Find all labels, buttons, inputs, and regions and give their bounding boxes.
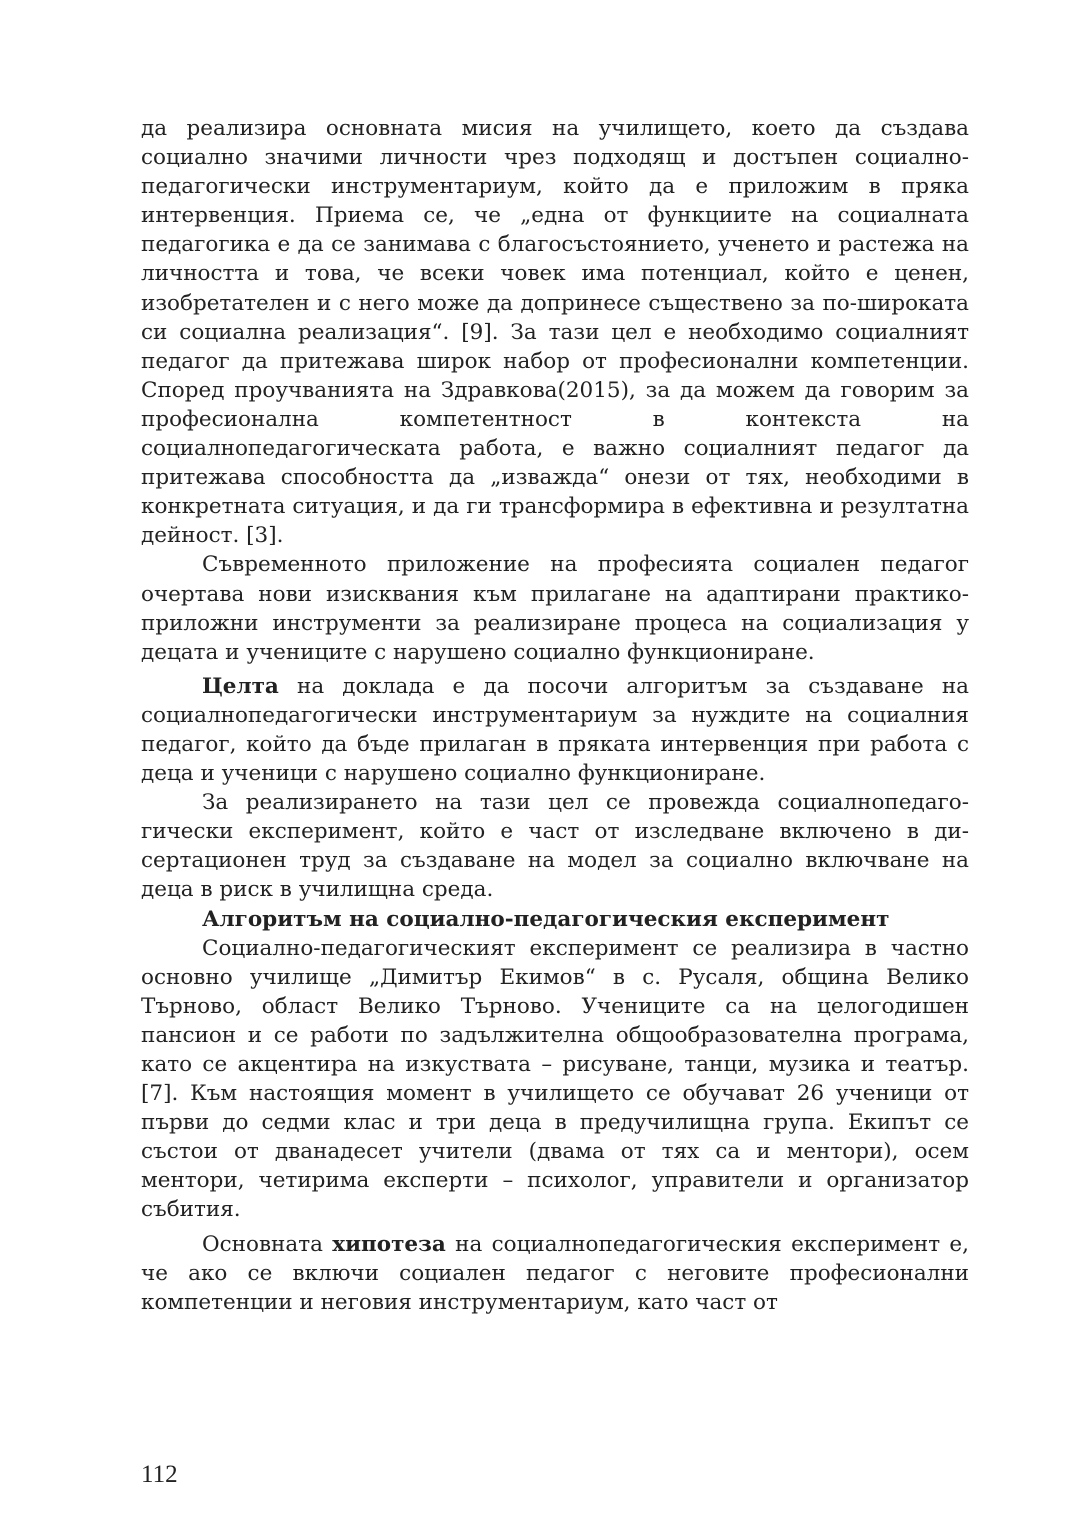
body-text	[141, 114, 969, 1317]
page-number: 112	[141, 1461, 178, 1488]
hypothesis-lead: Основната	[202, 1231, 333, 1257]
paragraph-continued: да реализира основната мисия на училището, което да създава социално значими личности чрез подходящ и достъпен социалнопедагогически инструментариум, който да е приложим в пряка интервенция. Приема се, че „една от функциите на социалната педагогика е да се занимава с благосъстоянието, ученето и растежа на личността и това, че всеки човек има потенциал, който е ценен, изобретателен и с него може да допринесе съществено за по-широката си социална реализация“. [9]. За тази цел е необходимо социалният педагог да притежава широк набор от професионални компетенции. Според проучванията на Здравкова(2015), за да можем да говорим за професионална компетентност в контекста на социалнопедагогическата работа, е важно социалният педагог да притежава способността да „изважда“ онези от тях, необходими в конкретната ситуация, и да ги трансформира в ефективна и резултатна дейност. [3].	[141, 116, 969, 549]
paragraph-hypothesis	[141, 1230, 969, 1317]
paragraph-goal	[141, 672, 969, 788]
goal-text: на доклада е да посочи алгоритъм за създаване на социалнопедагогически инструментариум за нуждите на социалния педагог, който да бъде прилаган в пряката интервенция при работа с деца и ученици с нарушено социално функциониране.	[141, 673, 969, 787]
hypothesis-text: на социалнопедагогическия експеримент е, че ако се включи социален педагог с неговите професионални компетенции и неговия инструментариум, като част от	[141, 1231, 969, 1315]
paragraph-school: Социално-педагогическият експеримент се реализира в частно основно училище „Димитър Екимов“ в с. Русаля, община Велико Търново, област Велико Търново. Учениците са на целогодишен пансион и се работи по задължителна общообразователна програма, като се акцентира на изкуствата – рисуване, танци, музика и театър. [7]. Към настоящия момент в училището се обучават 26 ученици от първи до седми клас и три деца в предучилищна група. Екипът се състои от дванадесет учители (двама от тях са и ментори), осем ментори, четирима експерти – психолог, управители и организатор събития.	[141, 935, 969, 1223]
paragraph-experiment: За реализирането на тази цел се провежда социалнопедагогически експеримент, който е част от изследване включено в дисертационен труд за създаване на модел за социално включване на деца в риск в училищна среда.	[141, 790, 969, 903]
paragraph-profession: Съвременното приложение на професията социален педагог очертава нови изисквания към прилагане на адаптирани практико-приложни инструменти за реализиране процеса на социализация у децата и учениците с нарушено социално функциониране.	[141, 552, 969, 665]
section-heading: Алгоритъм на социално-педагогическия експеримент	[202, 906, 890, 932]
goal-term: Целта	[202, 673, 279, 699]
hypothesis-term: хипотеза	[332, 1231, 446, 1257]
